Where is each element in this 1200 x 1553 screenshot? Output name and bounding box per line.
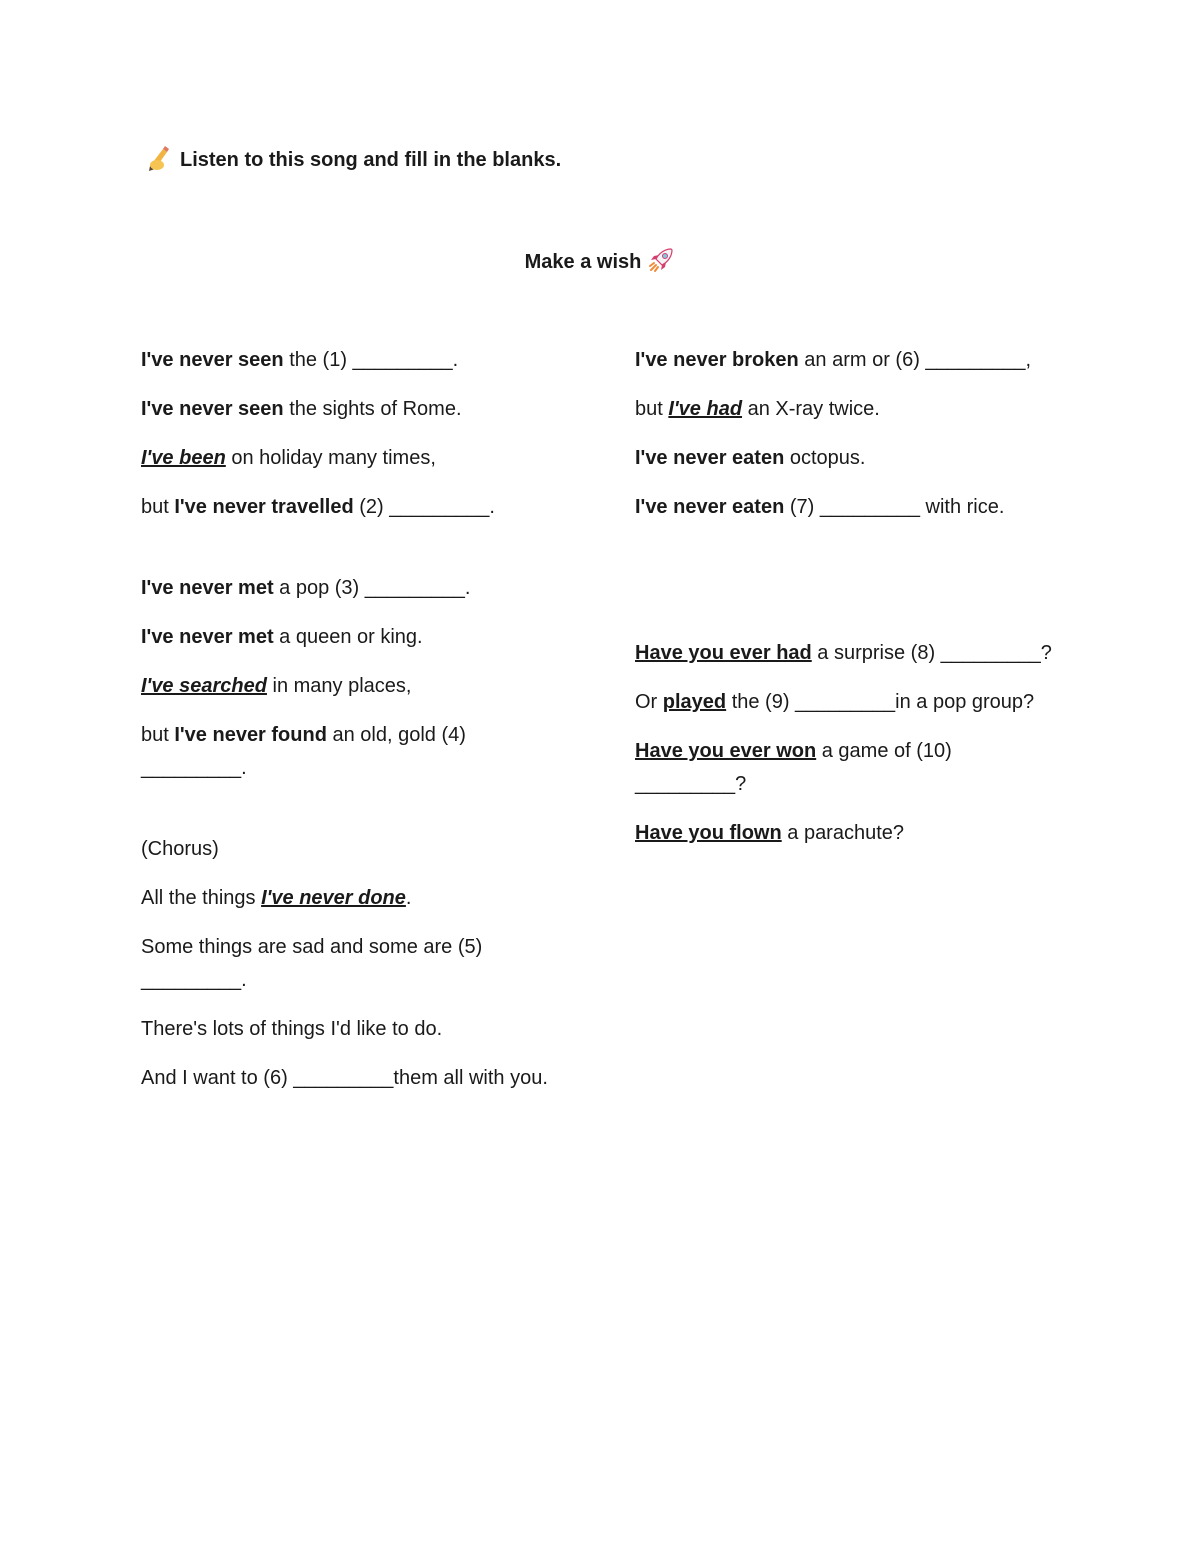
stanza-gap — [635, 540, 1065, 637]
right-column — [635, 344, 1065, 866]
song-title — [0, 246, 1200, 274]
verse1-line3: I've been on holiday many times, — [141, 447, 436, 469]
verse2-line3: I've searched in many places, — [141, 675, 412, 697]
rocket-icon — [647, 246, 675, 274]
verse2-line4: but I've never found an old, gold (4) _________. — [141, 724, 466, 779]
chorus-line2: Some things are sad and some are (5) _________. — [141, 936, 483, 991]
verse4-line2: Or played the (9) _________in a pop group? — [635, 691, 1035, 713]
verse1-line4: but I've never travelled (2) _________. — [141, 496, 495, 518]
instruction-heading — [146, 144, 561, 172]
stanza-gap — [141, 540, 571, 572]
verse3-line2: but I've had an X-ray twice. — [635, 398, 880, 420]
verse3-line4: I've never eaten (7) _________ with rice. — [635, 496, 1005, 518]
verse3-line3: I've never eaten octopus. — [635, 447, 866, 469]
verse4-line4: Have you flown a parachute? — [635, 822, 905, 844]
writing-hand-icon — [146, 144, 174, 172]
verse4-line3: Have you ever won a game of (10) _________? — [635, 740, 952, 795]
chorus-line3: There's lots of things I'd like to do. — [141, 1018, 443, 1040]
verse3-line1: I've never broken an arm or (6) _________, — [635, 349, 1032, 371]
verse1-line1: I've never seen the (1) _________. — [141, 349, 459, 371]
chorus-label: (Chorus) — [141, 838, 219, 860]
verse4-line1: Have you ever had a surprise (8) _________? — [635, 642, 1052, 664]
chorus-line1: All the things I've never done. — [141, 887, 412, 909]
verse1-line2: I've never seen the sights of Rome. — [141, 398, 462, 420]
song-title-text: Make a wish — [524, 251, 642, 273]
verse2-line1: I've never met a pop (3) _________. — [141, 577, 471, 599]
left-column — [141, 344, 571, 1111]
verse2-line2: I've never met a queen or king. — [141, 626, 423, 648]
stanza-gap — [141, 801, 571, 833]
chorus-line4: And I want to (6) _________them all with you. — [141, 1067, 548, 1089]
instruction-text: Listen to this song and fill in the blanks. — [180, 149, 562, 171]
